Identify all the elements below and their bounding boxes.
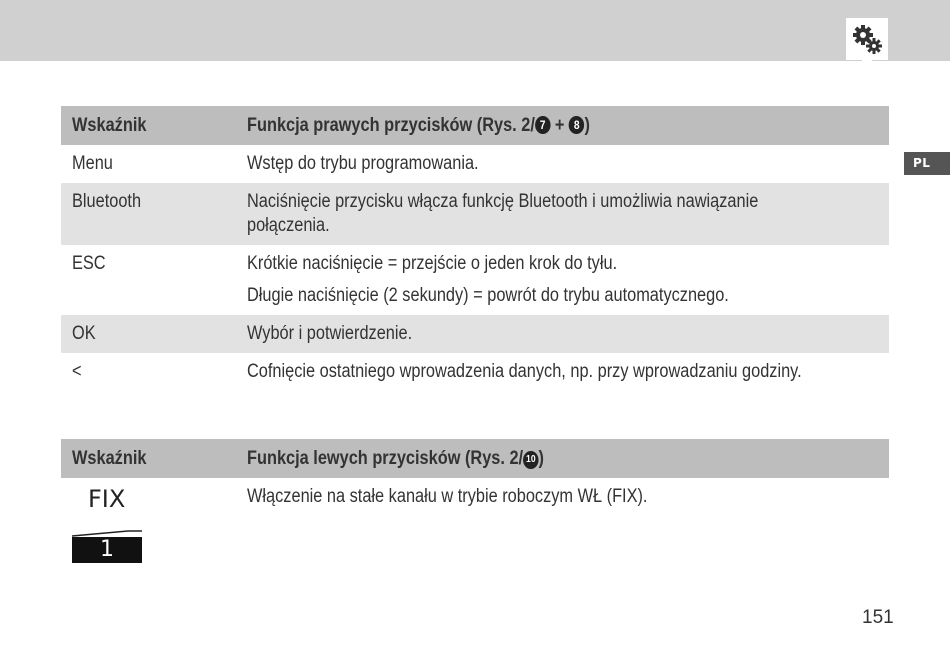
table-header-row (61, 439, 889, 478)
language-tab: PL (904, 152, 950, 175)
table-header-row (61, 106, 889, 145)
settings-badge (846, 18, 888, 60)
column-header-function: Funkcja prawych przycisków (Rys. 2/ 7 + 8 ) (247, 106, 889, 145)
table-row (61, 353, 889, 391)
function-cell: Wybór i potwierdzenie. (247, 315, 889, 353)
indicator-cell: OK (61, 315, 247, 353)
table-row (61, 145, 889, 183)
indicator-cell: < (72, 361, 82, 382)
function-cell: Krótkie naciśnięcie = przejście o jeden krok do tyłu. Długie naciśnięcie (2 sekundy) = powrót do trybu automatycznego. (247, 253, 729, 306)
function-cell: Naciśnięcie przycisku włącza funkcję Bluetooth i umożliwia nawiązanie połączenia. (247, 183, 889, 245)
function-cell: Włączenie na stałe kanału w trybie roboczym WŁ (FIX). (247, 486, 648, 507)
column-header-indicator: Wskaźnik (61, 439, 247, 478)
indicator-cell: ESC (72, 253, 106, 274)
table-row (61, 183, 889, 245)
right-buttons-table (61, 106, 889, 391)
number-badge: 8 (569, 116, 584, 134)
fix-display-label: FIX (88, 485, 126, 513)
number-badge: 10 (523, 451, 538, 469)
table-row (61, 315, 889, 353)
header-band (0, 0, 950, 61)
indicator-cell (61, 478, 247, 573)
gears-icon (850, 22, 884, 56)
number-badge: 7 (535, 116, 550, 134)
left-buttons-table (61, 439, 889, 573)
indicator-cell: Bluetooth (61, 183, 247, 245)
indicator-cell: Menu (72, 153, 113, 174)
table-row (61, 478, 889, 573)
fix-display-box: 1 (72, 537, 142, 563)
page-number: 151 (862, 607, 894, 628)
column-header-indicator: Wskaźnik (61, 106, 247, 145)
function-cell: Cofnięcie ostatniego wprowadzenia danych, np. przy wprowadzaniu godziny. (247, 361, 802, 382)
column-header-function: Funkcja lewych przycisków (Rys. 2/ 10 ) (247, 439, 889, 478)
function-cell: Wstęp do trybu programowania. (247, 153, 479, 174)
table-row (61, 245, 889, 315)
badge-pointer (861, 59, 873, 68)
